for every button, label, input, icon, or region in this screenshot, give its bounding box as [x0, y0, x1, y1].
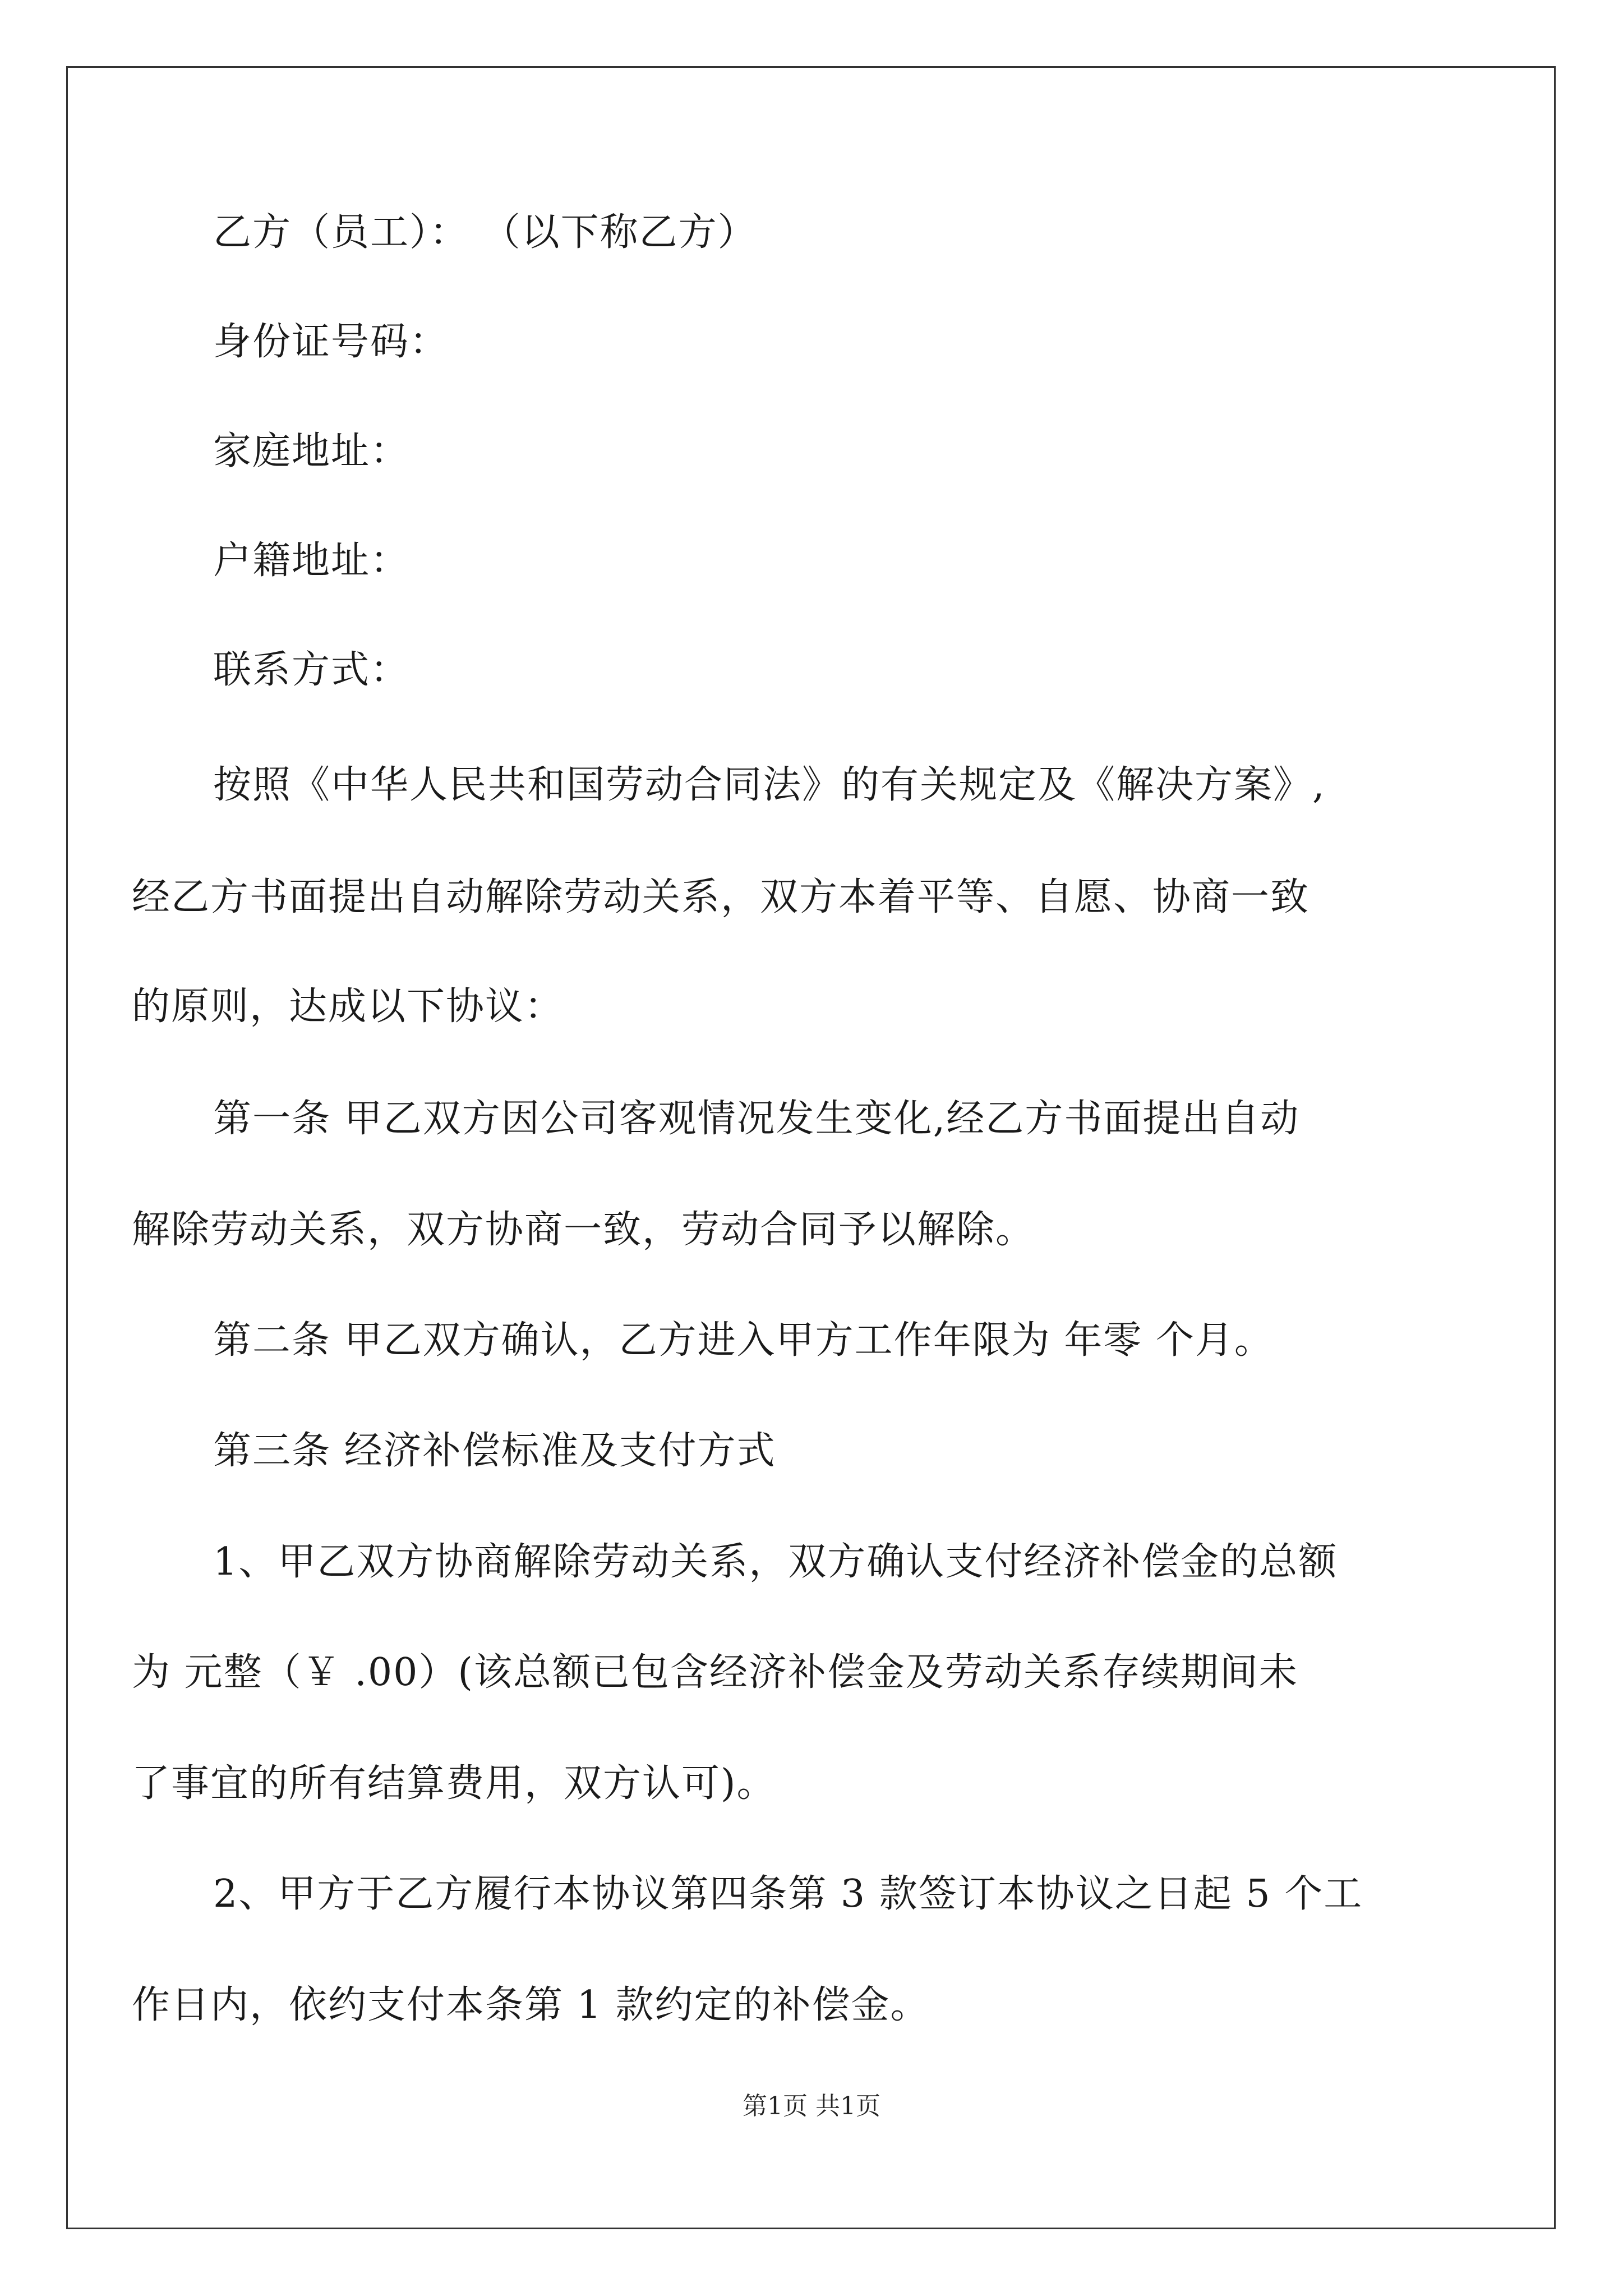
- party-b-line: 乙方（员工）： （以下称乙方）: [213, 210, 757, 255]
- article-1-line-2: 解除劳动关系，双方协商一致，劳动合同予以解除。: [132, 1208, 1035, 1252]
- intro-paragraph-line-1: 按照《中华人民共和国劳动合同法》的有关规定及《解决方案》,: [213, 763, 1326, 807]
- article-2-line: 第二条 甲乙双方确认，乙方进入甲方工作年限为 年零 个月。: [213, 1318, 1274, 1363]
- article-3-heading: 第三条 经济补偿标准及支付方式: [213, 1429, 776, 1473]
- clause-1-line-1: 1、甲乙双方协商解除劳动关系，双方确认支付经济补偿金的总额: [213, 1540, 1338, 1584]
- clause-1-line-3: 了事宜的所有结算费用，双方认可)。: [132, 1761, 776, 1806]
- intro-paragraph-line-2: 经乙方书面提出自动解除劳动关系，双方本着平等、自愿、协商一致: [132, 875, 1310, 919]
- page-number-footer: 第1页 共1页: [743, 2092, 880, 2120]
- id-number-line: 身份证号码：: [213, 320, 449, 364]
- home-address-line: 家庭地址：: [213, 429, 410, 473]
- contact-line: 联系方式：: [213, 648, 410, 692]
- intro-paragraph-line-3: 的原则，达成以下协议：: [132, 984, 564, 1029]
- clause-2-line-2: 作日内，依约支付本条第 1 款约定的补偿金。: [132, 1983, 930, 2027]
- clause-1-line-2: 为 元整（￥ .00）(该总额已包含经济补偿金及劳动关系存续期间未: [132, 1650, 1298, 1695]
- clause-2-line-1: 2、甲方于乙方履行本协议第四条第 3 款签订本协议之日起 5 个工: [213, 1872, 1363, 1916]
- household-address-line: 户籍地址：: [213, 539, 410, 583]
- article-1-line-1: 第一条 甲乙双方因公司客观情况发生变化,经乙方书面提出自动: [213, 1097, 1300, 1141]
